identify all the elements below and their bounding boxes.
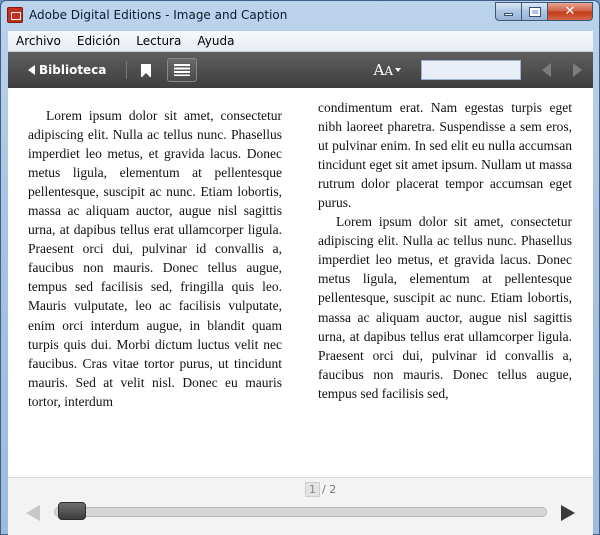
window-title: Adobe Digital Editions - Image and Caption xyxy=(29,8,288,22)
page-slider-track[interactable] xyxy=(54,507,547,517)
current-page-field[interactable]: 1 xyxy=(305,482,320,497)
next-arrow-icon[interactable] xyxy=(561,505,575,521)
library-label: Biblioteca xyxy=(39,63,107,77)
minimize-button[interactable] xyxy=(495,2,522,21)
paragraph: Lorem ipsum dolor sit amet, consectetur adipiscing elit. Nulla ac tellus nunc. Phasellus imperdiet leo metus, et gravida lacus. Donec metus ligula, elementum at pellentesque pellentesque, suscipit ac nunc. Etiam lobortis, massa ac aliquam auctor, augue nisl sagittis urna, at dapibus tellus erat ullamcorper ligula. Praesent orci dui, pulvinar id convallis a, faucibus non mauris. Donec tellus augue, tempus sed facilisis sed, xyxy=(318,214,572,401)
toc-button[interactable] xyxy=(167,58,197,82)
text-column-right xyxy=(318,98,572,403)
window-controls xyxy=(495,2,593,22)
total-pages: / 2 xyxy=(322,483,337,496)
maximize-icon xyxy=(530,8,540,16)
next-page-icon[interactable] xyxy=(573,63,582,77)
close-icon: ✕ xyxy=(564,4,576,19)
font-size-label-large: A xyxy=(373,61,385,79)
text-column-left xyxy=(28,106,282,411)
paragraph: Lorem ipsum dolor sit amet, consectetur adipiscing elit. Nulla ac tellus nunc. Phasellus imperdiet leo metus, et gravida lacus. Donec metus ligula, elementum at pellentesque pellentesque, suscipit ac nunc. Etiam lobortis, massa ac aliquam auctor, augue nisl sagittis urna, at dapibus tellus erat ullamcorper ligula. Praesent orci dui, pulvinar id convallis a, faucibus non mauris. Donec tellus augue, tempus sed facilisis sed, fringilla quis leo. Mauris vulputate, leo ac facilisis vulputate, enim orci interdum augue, in blandit quam turpis quis dui. Morbi dictum luctus velit nec faucibus. Cras vitae tortor purus, ut tincidunt mauris. Sed at velit nisl. Donec eu mauris tortor, interdum xyxy=(28,108,282,409)
menu-lectura[interactable]: Lectura xyxy=(136,34,182,48)
page-slider-thumb[interactable] xyxy=(58,502,86,520)
menu-bar xyxy=(8,31,593,52)
paragraph-continued: condimentum erat. Nam egestas turpis eget nibh laoreet pharetra. Suspendisse a sem eros, ut pulvinar enim. In sed elit eu nulla accumsan tincidunt eget sit amet ipsum. Nullam ut massa rutrum dolor placerat tempor accumsan eget purus. xyxy=(318,100,572,211)
back-arrow-icon xyxy=(28,65,35,75)
reader-toolbar xyxy=(8,52,593,88)
previous-page-icon[interactable] xyxy=(542,63,551,77)
menu-edicion[interactable]: Edición xyxy=(76,34,121,48)
font-size-button[interactable] xyxy=(373,61,401,79)
font-size-label-small: A xyxy=(384,64,393,78)
menu-ayuda[interactable]: Ayuda xyxy=(197,34,235,48)
menu-archivo[interactable]: Archivo xyxy=(16,34,61,48)
reading-pane[interactable] xyxy=(8,88,593,478)
library-button[interactable] xyxy=(28,58,106,82)
search-input[interactable] xyxy=(421,60,521,80)
previous-arrow-icon[interactable] xyxy=(26,505,40,521)
bookmark-button[interactable] xyxy=(135,58,157,82)
page-indicator xyxy=(305,482,336,497)
list-icon xyxy=(174,64,190,76)
page-navigation-bar xyxy=(8,478,593,535)
minimize-icon xyxy=(504,13,513,16)
maximize-button[interactable] xyxy=(522,2,548,21)
close-button[interactable] xyxy=(548,2,593,21)
toolbar-divider xyxy=(126,61,127,79)
title-bar[interactable] xyxy=(1,1,599,31)
bookmark-icon xyxy=(141,64,151,77)
chevron-down-icon xyxy=(395,68,401,72)
adobe-digital-editions-icon[interactable] xyxy=(7,7,23,23)
